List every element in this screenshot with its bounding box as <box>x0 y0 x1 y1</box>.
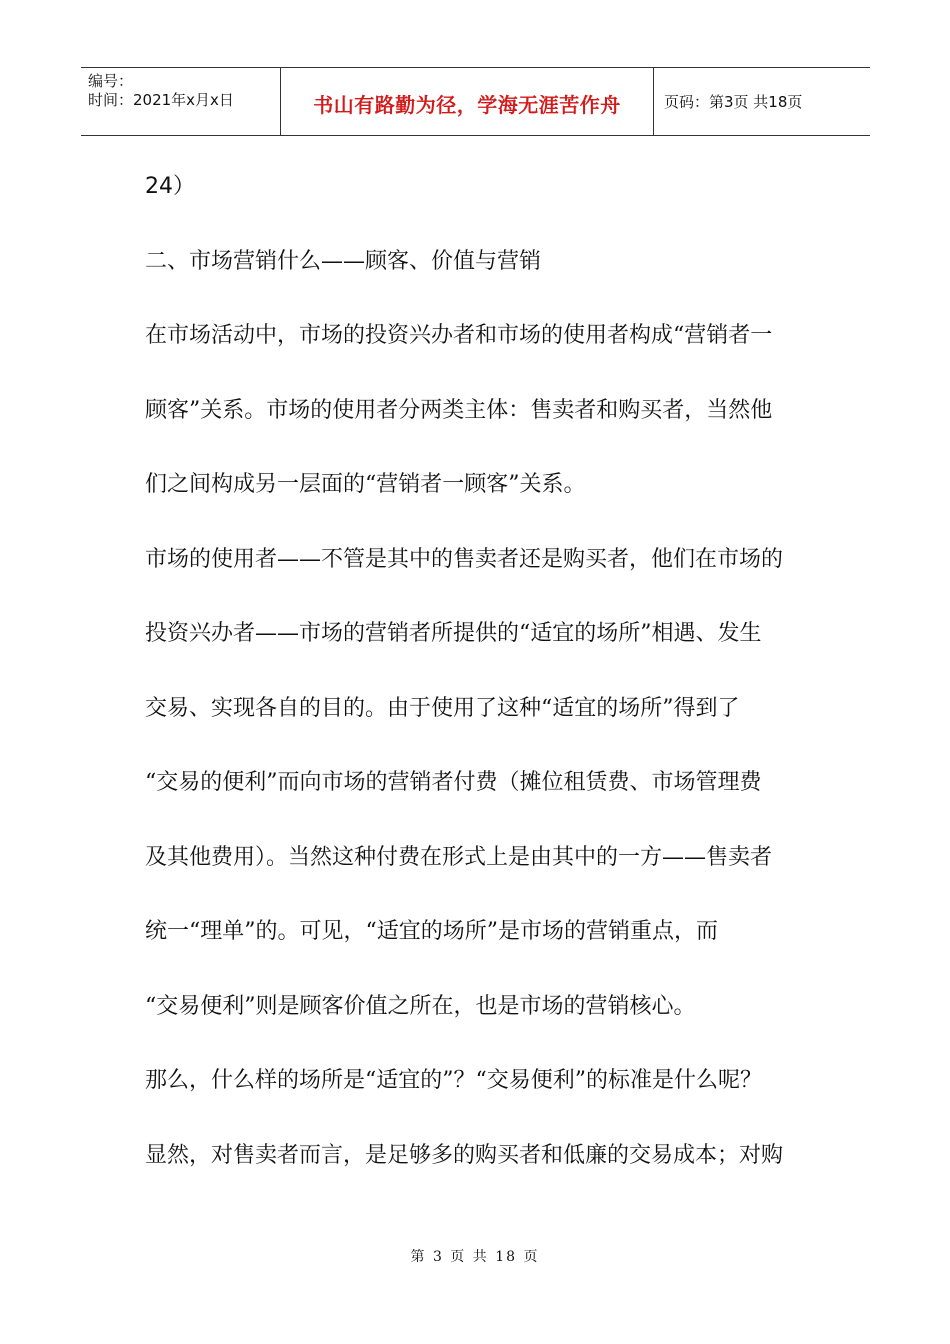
page-footer: 第 3 页 共 18 页 <box>410 1249 540 1265</box>
body-line: 投资兴办者——市场的营销者所提供的“适宜的场所”相遇、发生 <box>145 621 762 646</box>
body-line: 及其他费用）。当然这种付费在形式上是由其中的一方——售卖者 <box>145 844 773 870</box>
document-date: 时间：2021年x月x日 <box>88 91 234 109</box>
header-table <box>81 67 870 136</box>
header-meta-cell <box>81 68 281 135</box>
body-line: 统一“理单”的。可见，“适宜的场所”是市场的营销重点，而 <box>145 919 718 944</box>
body-line: “交易的便利”而向市场的营销者付费（摊位租赁费、市场管理费 <box>145 770 762 795</box>
body-line: “交易便利”则是顾客价值之所在，也是市场的营销核心。 <box>145 993 696 1019</box>
body-line: 那么，什么样的场所是“适宜的”？“交易便利”的标准是什么呢？ <box>145 1068 762 1093</box>
body-line: 们之间构成另一层面的“营销者一顾客”关系。 <box>145 472 586 497</box>
section-heading: 二、市场营销什么——顾客、价值与营销 <box>145 248 542 274</box>
header-motto-cell <box>281 68 654 135</box>
body-line: 显然，对售卖者而言，是足够多的购买者和低廉的交易成本；对购 <box>145 1142 784 1168</box>
body-line: 24） <box>145 174 195 199</box>
header-motto: 书山有路勤为径，学海无涯苦作舟 <box>313 93 621 117</box>
document-body <box>145 168 835 1211</box>
header-page-cell <box>654 68 870 135</box>
body-line: 在市场活动中，市场的投资兴办者和市场的使用者构成“营销者一 <box>145 323 773 348</box>
body-line: 顾客”关系。市场的使用者分两类主体：售卖者和购买者，当然他 <box>145 397 773 423</box>
document-number-label: 编号： <box>88 72 134 90</box>
body-line: 交易、实现各自的目的。由于使用了这种“适宜的场所”得到了 <box>145 695 740 721</box>
body-line: 市场的使用者——不管是其中的售卖者还是购买者，他们在市场的 <box>145 546 784 572</box>
header-page-info: 页码：第3页 共18页 <box>664 93 803 111</box>
